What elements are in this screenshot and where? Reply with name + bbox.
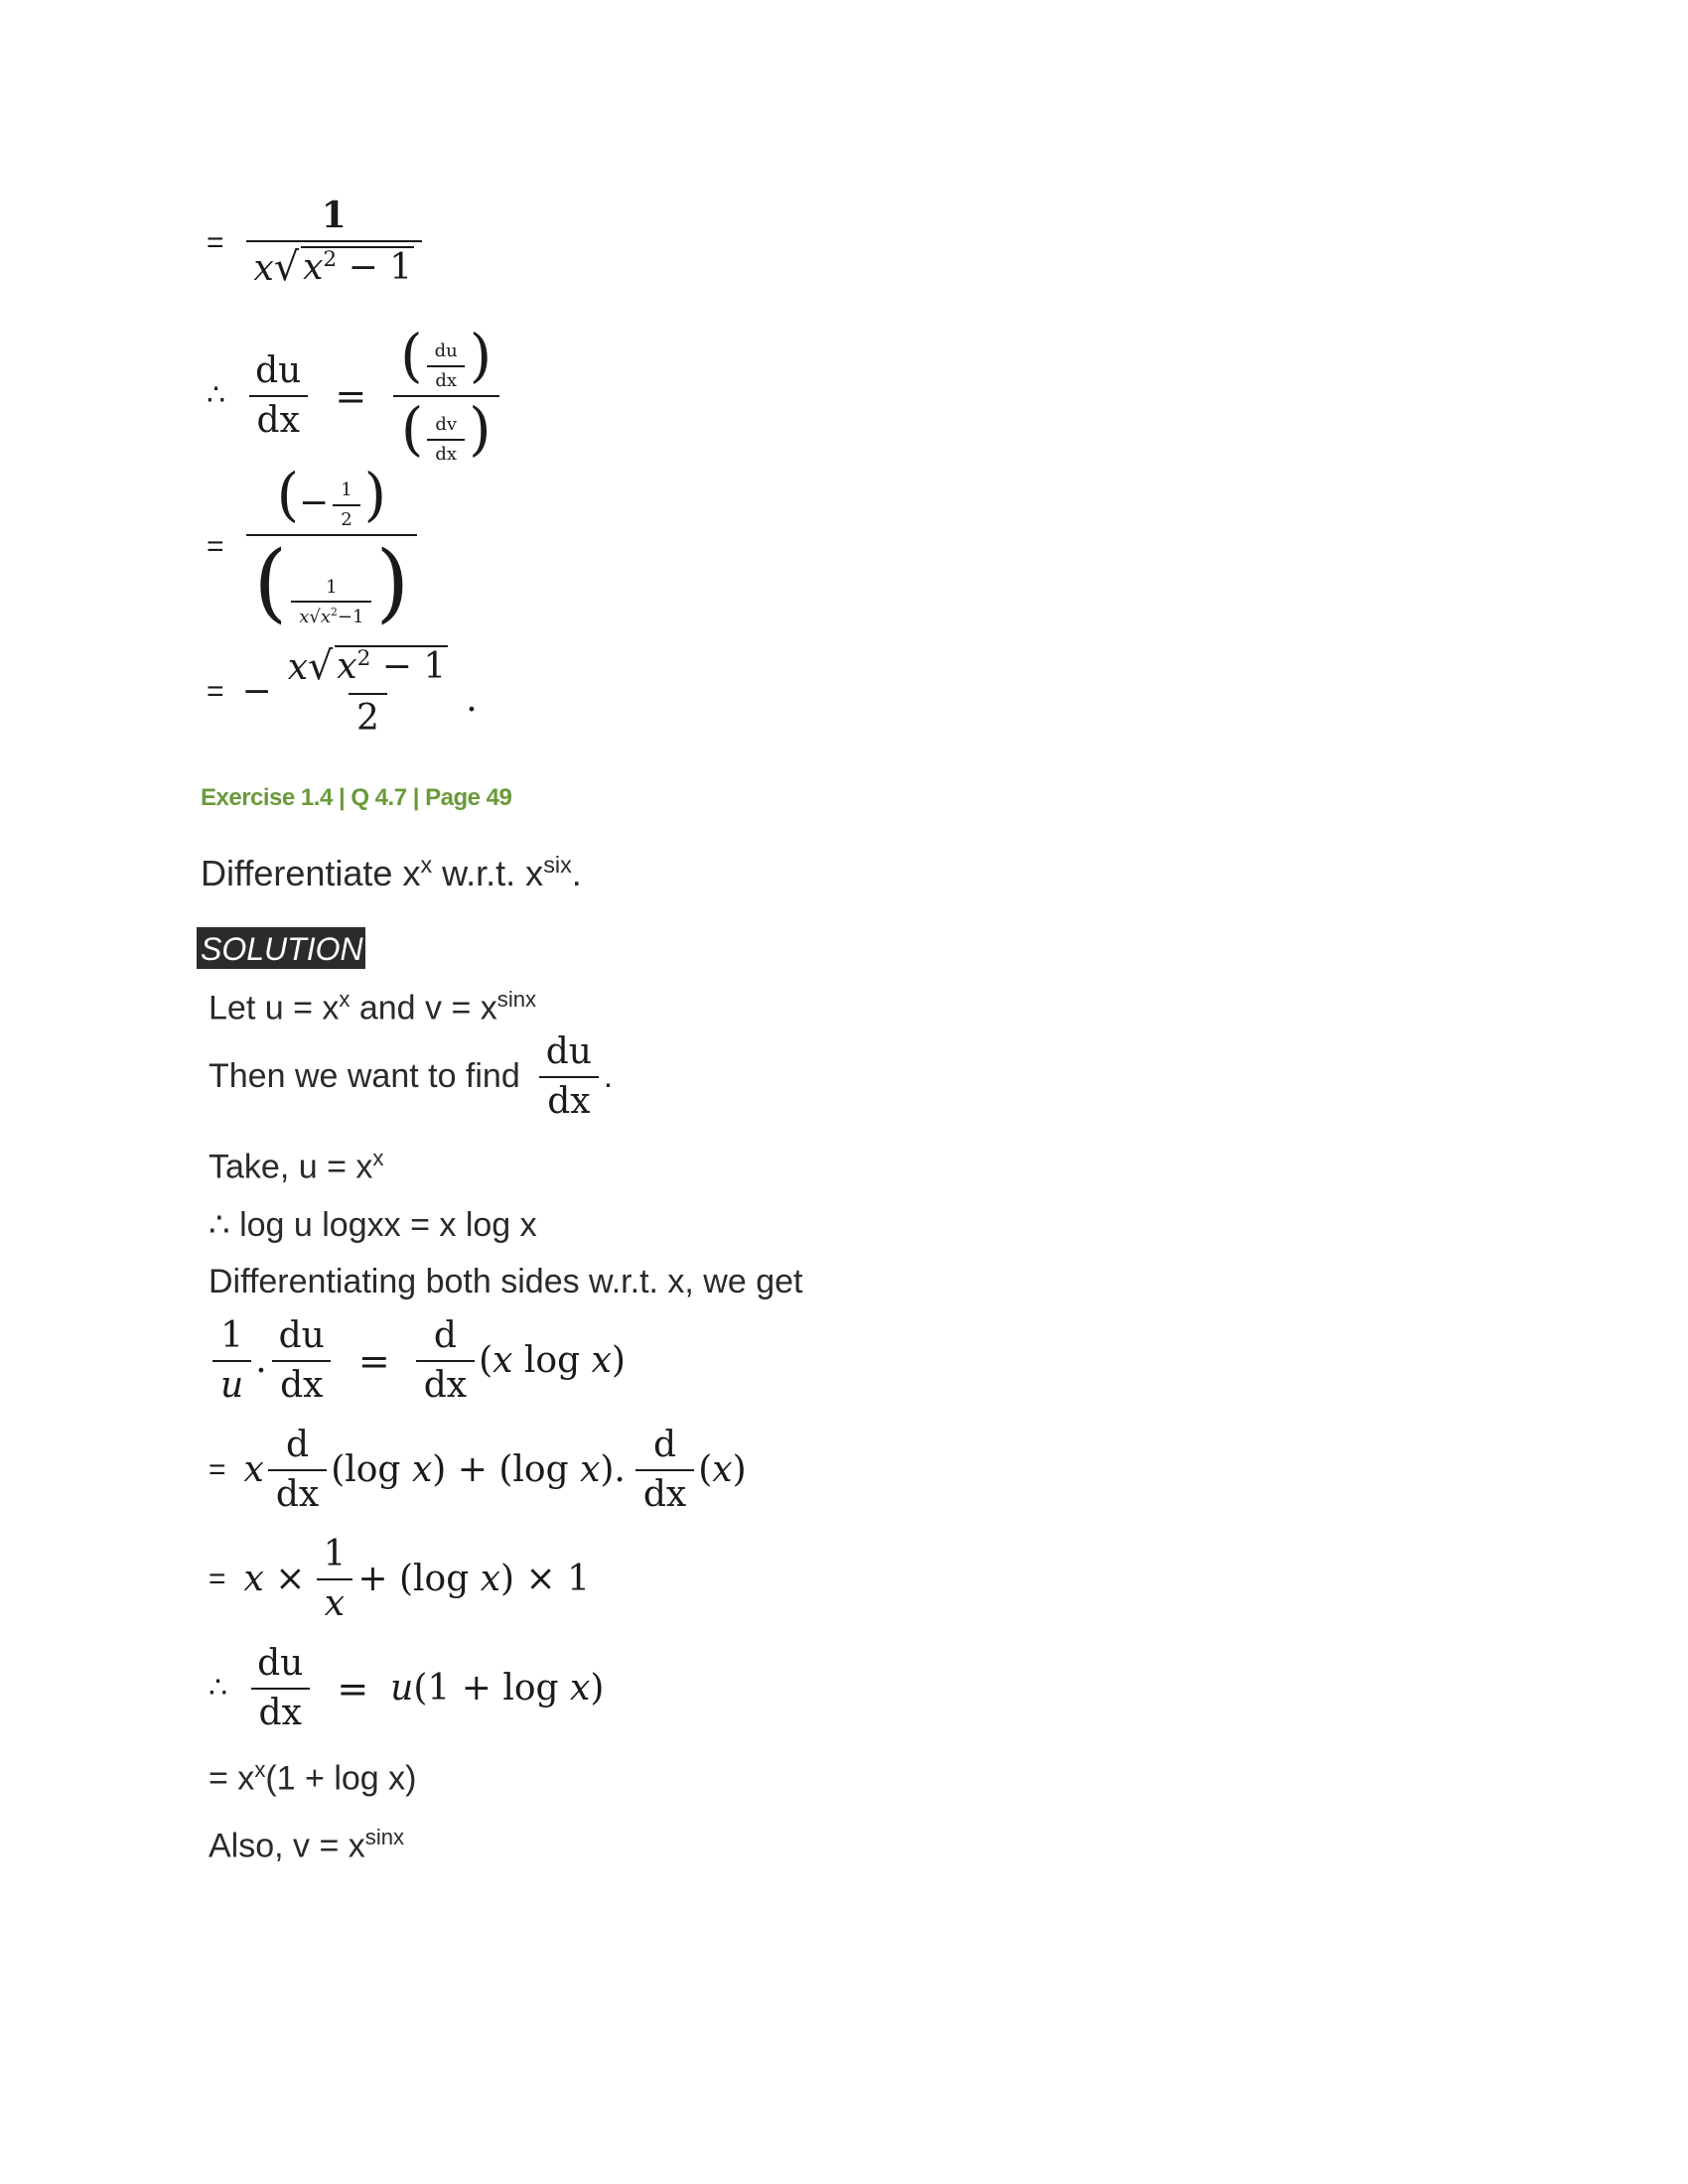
question-text: Differentiate $x^x$ w.r.t. $x^{six}$. (201, 852, 582, 893)
take-line: Take, $u = x^x$ (209, 1146, 384, 1186)
then-line: Then we want to find $\frac{du}{dx}$ . (209, 1031, 613, 1122)
fraction-du-dx: $\frac{du}{dx}$ (247, 351, 309, 440)
equation-simplified: = x × $\frac{1}{x}$ + (log x) × 1 (209, 1534, 590, 1624)
solution-label: SOLUTION (197, 927, 365, 969)
differentiating-line: Differentiating both sides w.r.t. x, we get (209, 1263, 803, 1300)
equals-sign: = (207, 530, 224, 564)
fraction-substituted: (− $\frac{1}{2}$ ) ( $\frac{1}{x√x^2-1}$ ) (246, 467, 418, 627)
equation-reciprocal (207, 197, 426, 289)
fraction-du-dx: $\frac{du}{dx}$ (538, 1032, 600, 1121)
equation-product-rule: = x $\frac{d}{dx}$ (log x) + (log x). $\frac{d}{dx}$ (x) (209, 1425, 747, 1515)
equation-log-derivative: $\frac{1}{u}$ . $\frac{du}{dx}$ = $\frac{d}{dx}$ (x log x) (209, 1316, 626, 1405)
fraction-ratio: ( $\frac{du}{dx}$ ) ( $\frac{dv}{dx}$ ) (392, 328, 499, 465)
log-line: ∴ log u logxx = x log x (209, 1206, 537, 1244)
also-line: Also, $v = x^{sinx}$ (209, 1825, 405, 1865)
fraction: 1 x √ $x^2 - 1$ (246, 197, 423, 289)
fraction-final: x √ $x^2 - 1$ 2 (287, 643, 447, 739)
equation-substitution (207, 462, 421, 632)
equals-sign: = (207, 225, 224, 259)
result-line: = $x^x(1 + \log x)$ (209, 1757, 417, 1798)
equation-final-result: = − x √ $x^2 - 1$ 2 . (207, 643, 478, 739)
equals-sign: = (207, 674, 224, 708)
equation-du-dx-result: ∴ $\frac{du}{dx}$ = u(1 + log x) (209, 1643, 605, 1733)
equation-ratio-derivatives: ∴ $\frac{du}{dx}$ = ( $\frac{du}{dx}$ ) ( $\frac{dv}{dx}$ ) (207, 328, 503, 465)
let-line: Let $u = x^x$ and $v = x^{sinx}$ (209, 987, 537, 1027)
therefore-symbol: ∴ (207, 379, 226, 413)
exercise-header[interactable]: Exercise 1.4 | Q 4.7 | Page 49 (201, 784, 512, 811)
